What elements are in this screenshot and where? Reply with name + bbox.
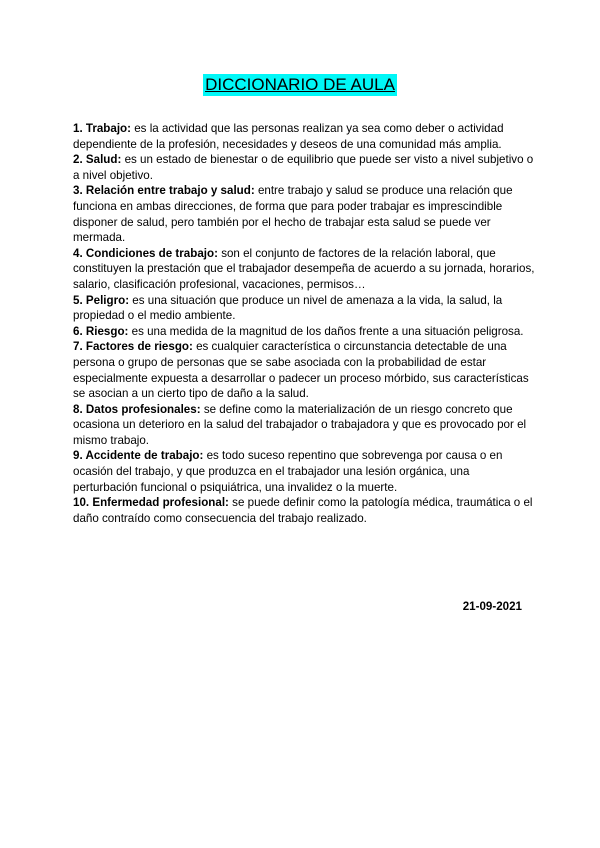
glossary-entry bbox=[73, 448, 535, 495]
document-date: 21-09-2021 bbox=[462, 600, 522, 613]
glossary-definition: es un estado de bienestar o de equilibrio que puede ser visto a nivel subjetivo o a nivel objetivo. bbox=[73, 153, 534, 182]
glossary-definition: se puede definir como la patología médica, traumática o el daño contraído como consecuencia del trabajo realizado. bbox=[73, 496, 533, 525]
glossary-term: 6. Riesgo: bbox=[73, 324, 129, 338]
title-container bbox=[0, 74, 600, 96]
glossary-entry bbox=[73, 293, 535, 324]
glossary-term: 5. Peligro: bbox=[73, 293, 130, 307]
glossary-entry bbox=[73, 183, 535, 245]
glossary-definition: es todo suceso repentino que sobrevenga por causa o en ocasión del trabajo, y que produzca en el trabajador una lesión orgánica, una perturbación funcional o psiquiátrica, una invalidez o la muerte. bbox=[73, 449, 503, 494]
glossary-term: 2. Salud: bbox=[73, 153, 122, 167]
glossary-term: 8. Datos profesionales: bbox=[73, 402, 201, 416]
document-title: DICCIONARIO DE AULA bbox=[205, 75, 395, 94]
glossary-definition: es cualquier característica o circunstancia detectable de una persona o grupo de personas que se sabe asociada con la probabilidad de estar especialmente expuesta a desarrollar o padecer un proceso mórbido, sus características se asocian a un cierto tipo de daño a la salud. bbox=[73, 340, 529, 401]
glossary-term: 9. Accidente de trabajo: bbox=[73, 449, 204, 463]
glossary-entry bbox=[73, 324, 535, 340]
glossary-entry bbox=[73, 246, 535, 293]
glossary-entry bbox=[73, 402, 535, 449]
glossary-entry bbox=[73, 339, 535, 401]
glossary-term: 7. Factores de riesgo: bbox=[73, 340, 193, 354]
glossary-entry bbox=[73, 152, 535, 183]
glossary-term: 10. Enfermedad profesional: bbox=[73, 496, 229, 510]
glossary-definition: es una medida de la magnitud de los daños frente a una situación peligrosa. bbox=[131, 324, 524, 338]
glossary-definition: es la actividad que las personas realizan ya sea como deber o actividad dependiente de la profesión, necesidades y deseos de una comunidad más amplia. bbox=[73, 122, 504, 151]
glossary-term: 3. Relación entre trabajo y salud: bbox=[73, 184, 255, 198]
glossary-entry bbox=[73, 495, 535, 526]
glossary-list bbox=[73, 121, 535, 526]
glossary-definition: se define como la materialización de un riesgo concreto que ocasiona un deterioro en la salud del trabajador o trabajadora y que es provocado por el mismo trabajo. bbox=[73, 402, 527, 447]
glossary-entry bbox=[73, 121, 535, 152]
glossary-definition: son el conjunto de factores de la relación laboral, que constituyen la prestación que el trabajador desempeña de acuerdo a su jornada, horarios, salario, clasificación profesional, vacaciones, permisos… bbox=[73, 246, 535, 291]
glossary-definition: entre trabajo y salud se produce una relación que funciona en ambas direcciones, de forma que para poder trabajar es imprescindible disponer de salud, pero también por el hecho de trabajar esta salud se puede ver mermada. bbox=[73, 184, 513, 245]
glossary-term: 4. Condiciones de trabajo: bbox=[73, 246, 218, 260]
glossary-term: 1. Trabajo: bbox=[73, 122, 131, 135]
glossary-definition: es una situación que produce un nivel de amenaza a la vida, la salud, la propiedad o el medio ambiente. bbox=[73, 293, 503, 323]
